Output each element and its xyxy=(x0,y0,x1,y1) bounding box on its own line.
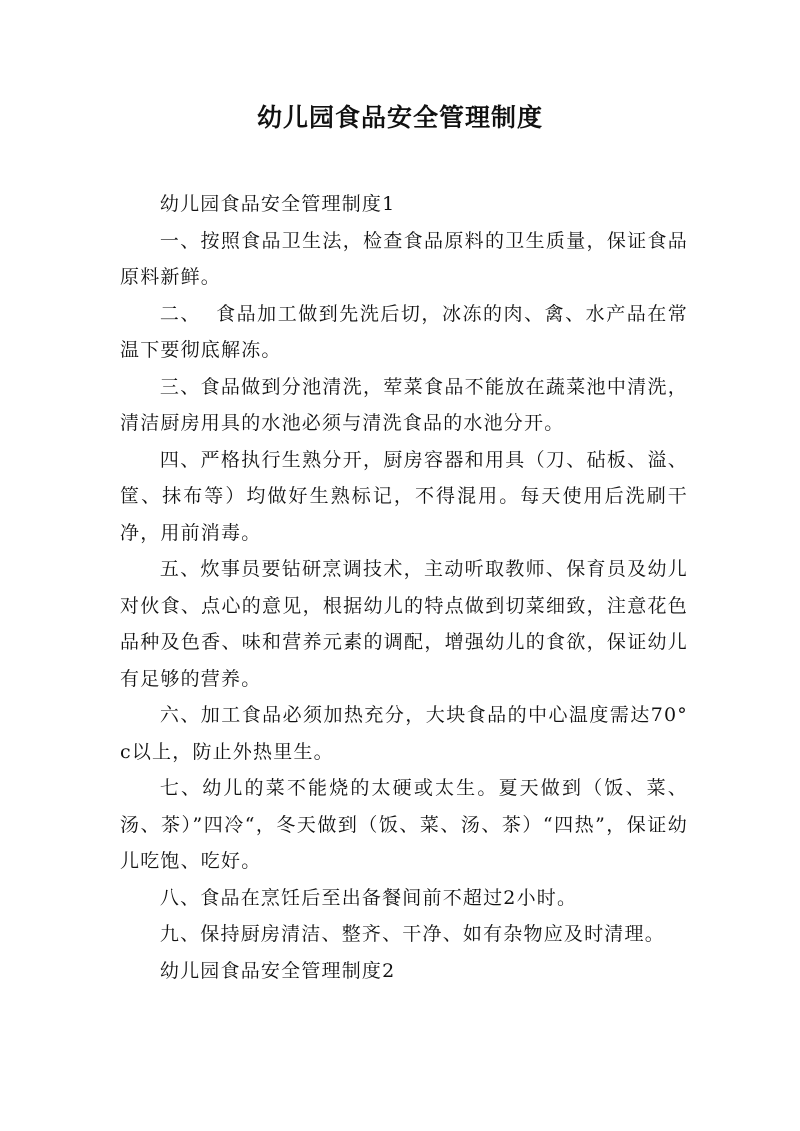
section-heading: 幼儿园食品安全管理制度1 xyxy=(159,193,396,215)
paragraph: 六、加工食品必须加热充分，大块食品的中心温度需达70° c以上，防止外热里生。 xyxy=(120,704,688,763)
paragraph: 三、食品做到分池清洗，荤菜食品不能放在蔬菜池中清洗，清洁厨房用具的水池必须与清洗食品的水池分开。 xyxy=(120,375,688,434)
paragraph: 四、严格执行生熟分开，厨房容器和用具（刀、砧板、溢、筐、抹布等）均做好生熟标记，不得混用。每天使用后洗刷干净，用前消毒。 xyxy=(120,448,688,544)
paragraph: 九、保持厨房清洁、整齐、干净、如有杂物应及时清理。 xyxy=(159,923,665,945)
document-title: 幼儿园食品安全管理制度 xyxy=(256,103,543,132)
paragraph: 五、炊事员要钻研烹调技术，主动听取教师、保育员及幼儿对伙食、点心的意见，根据幼儿的特点做到切菜细致，注意花色品种及色香、味和营养元素的调配，增强幼儿的食欲，保证幼儿有足够的营养。 xyxy=(120,558,688,690)
paragraph: 一、按照食品卫生法，检查食品原料的卫生质量，保证食品原料新鲜。 xyxy=(120,229,688,288)
document-body xyxy=(120,186,688,989)
paragraph: 七、幼儿的菜不能烧的太硬或太生。夏天做到（饭、菜、汤、茶）”四冷“，冬天做到（饭、菜、汤、茶）“四热”，保证幼儿吃饱、吃好。 xyxy=(120,777,688,872)
paragraph: 二、 食品加工做到先洗后切，冰冻的肉、禽、水产品在常温下要彻底解冻。 xyxy=(120,302,688,361)
section-heading: 幼儿园食品安全管理制度2 xyxy=(159,959,396,982)
paragraph: 八、食品在烹饪后至出备餐间前不超过2小时。 xyxy=(159,886,578,909)
